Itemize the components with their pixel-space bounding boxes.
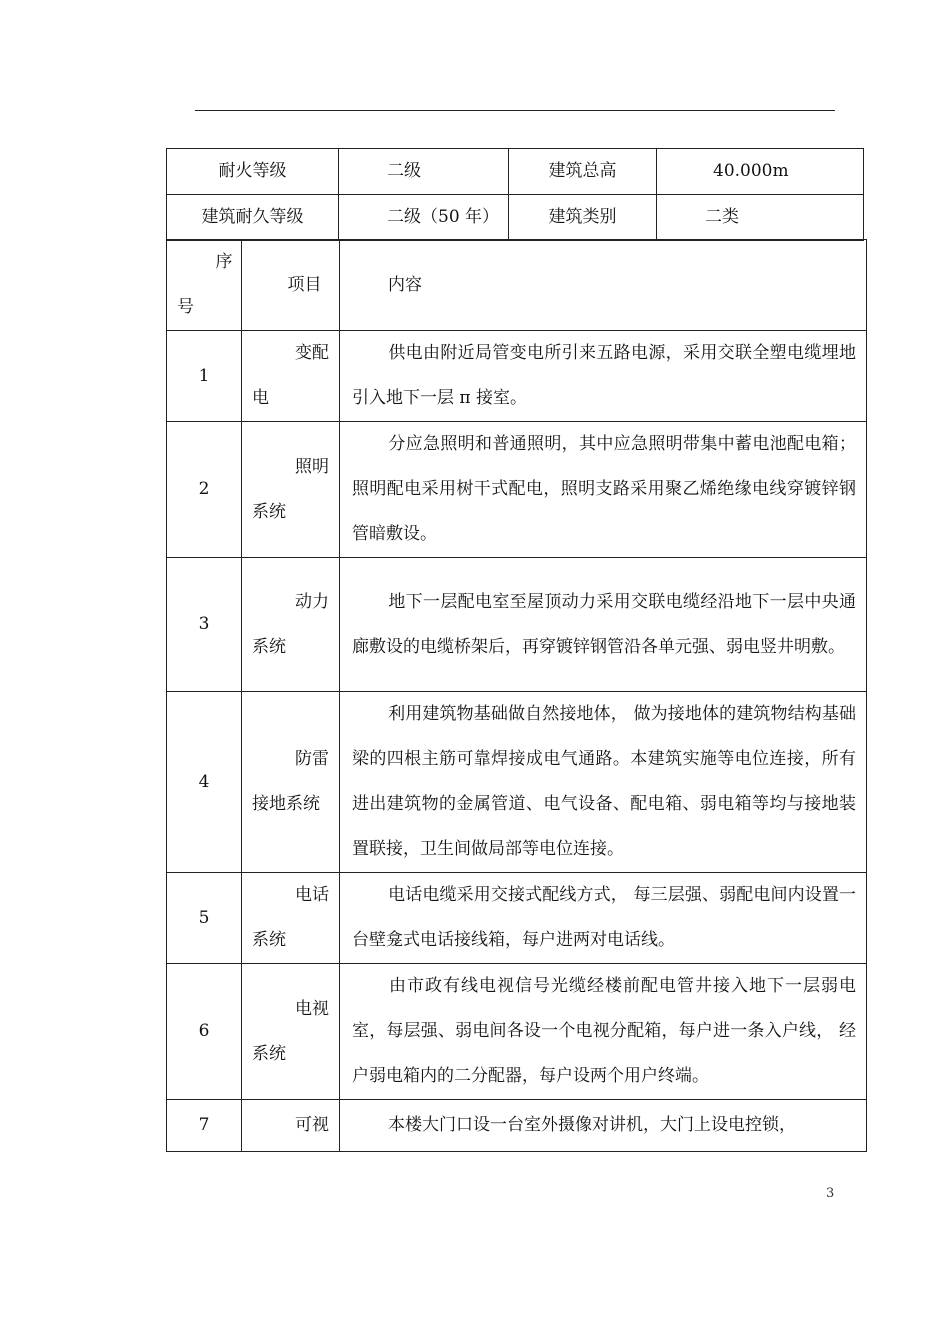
row-content [340,558,867,692]
building-info-table [166,148,864,241]
header-num-a: 序 [215,252,233,272]
table-row [167,149,864,195]
row-num: 3 [167,558,242,692]
row-item-a: 电话 [295,885,329,905]
row-item-a: 动力 [295,591,329,612]
header-rule [195,110,835,111]
row-content [340,331,867,422]
row-item [242,964,340,1100]
total-height-value: 40.000m [657,149,864,195]
row-item-a: 电视 [295,998,329,1019]
row-content-text: 地下一层配电室至屋顶动力采用交联电缆经沿地下一层中央通廊敷设的电缆桥架后，再穿镀锌钢管沿各单元强、弱电竖井明敷。 [352,591,856,657]
total-height-label: 建筑总高 [509,149,657,195]
row-content [340,692,867,873]
row-num: 2 [167,422,242,558]
table-row [167,195,864,241]
row-item [242,1100,340,1152]
row-content-text: 供电由附近局管变电所引来五路电源，采用交联全塑电缆埋地引入地下一层 π 接室。 [352,343,856,408]
row-content-text: 利用建筑物基础做自然接地体， 做为接地体的建筑物结构基础梁的四根主筋可靠焊接成电气通路。本建筑实施等电位连接，所有进出建筑物的金属管道、电气设备、配电箱、弱电箱等均与接地装置联接，卫生间做局部等电位连接。 [352,704,856,859]
row-content-text: 分应急照明和普通照明，其中应急照明带集中蓄电池配电箱；照明配电采用树干式配电，照明支路采用聚乙烯绝缘电线穿镀锌钢管暗敷设。 [352,434,856,544]
header-content: 内容 [340,240,867,331]
table-row [167,692,867,873]
row-item-b: 电 [252,388,269,408]
category-value: 二类 [657,195,864,241]
fire-rating-label: 耐火等级 [167,149,339,195]
row-content [340,1100,867,1152]
row-content [340,873,867,964]
table-row [167,422,867,558]
row-item-b: 系统 [252,501,286,522]
row-content-text: 电话电缆采用交接式配线方式， 每三层强、弱配电间内设置一台壁龛式电话接线箱，每户进两对电话线。 [352,885,856,950]
row-num: 5 [167,873,242,964]
row-item [242,331,340,422]
row-item-a: 防雷 [295,749,329,769]
page-number: 3 [826,1186,835,1201]
table-row [167,558,867,692]
row-item-b: 系统 [252,636,286,657]
row-num: 7 [167,1100,242,1152]
row-item [242,422,340,558]
table-row [167,1100,867,1152]
row-content [340,964,867,1100]
row-content-text: 由市政有线电视信号光缆经楼前配电管井接入地下一层弱电室，每层强、弱电间各设一个电视分配箱，每户进一条入户线， 经户弱电箱内的二分配器，每户设两个用户终端。 [352,976,856,1086]
table-row [167,873,867,964]
row-item [242,558,340,692]
row-content [340,422,867,558]
electrical-systems-table [166,239,867,1152]
row-item-a: 照明 [295,456,329,477]
durability-value: 二级（50 年） [339,195,509,241]
row-num: 4 [167,692,242,873]
row-content-text: 本楼大门口设一台室外摄像对讲机，大门上设电控锁， [388,1115,796,1135]
row-num: 6 [167,964,242,1100]
durability-label: 建筑耐久等级 [167,195,339,241]
table-header-row [167,240,867,331]
row-num: 1 [167,331,242,422]
header-num-b: 号 [177,297,194,317]
table-row [167,964,867,1100]
row-item-b: 系统 [252,1043,286,1064]
row-item-a: 变配 [295,343,329,363]
header-num [167,240,242,331]
row-item-b: 接地系统 [252,794,320,814]
fire-rating-value: 二级 [339,149,509,195]
table-row [167,331,867,422]
row-item-a: 可视 [295,1115,329,1135]
row-item [242,692,340,873]
header-item: 项目 [242,240,340,331]
row-item [242,873,340,964]
row-item-b: 系统 [252,930,286,950]
category-label: 建筑类别 [509,195,657,241]
